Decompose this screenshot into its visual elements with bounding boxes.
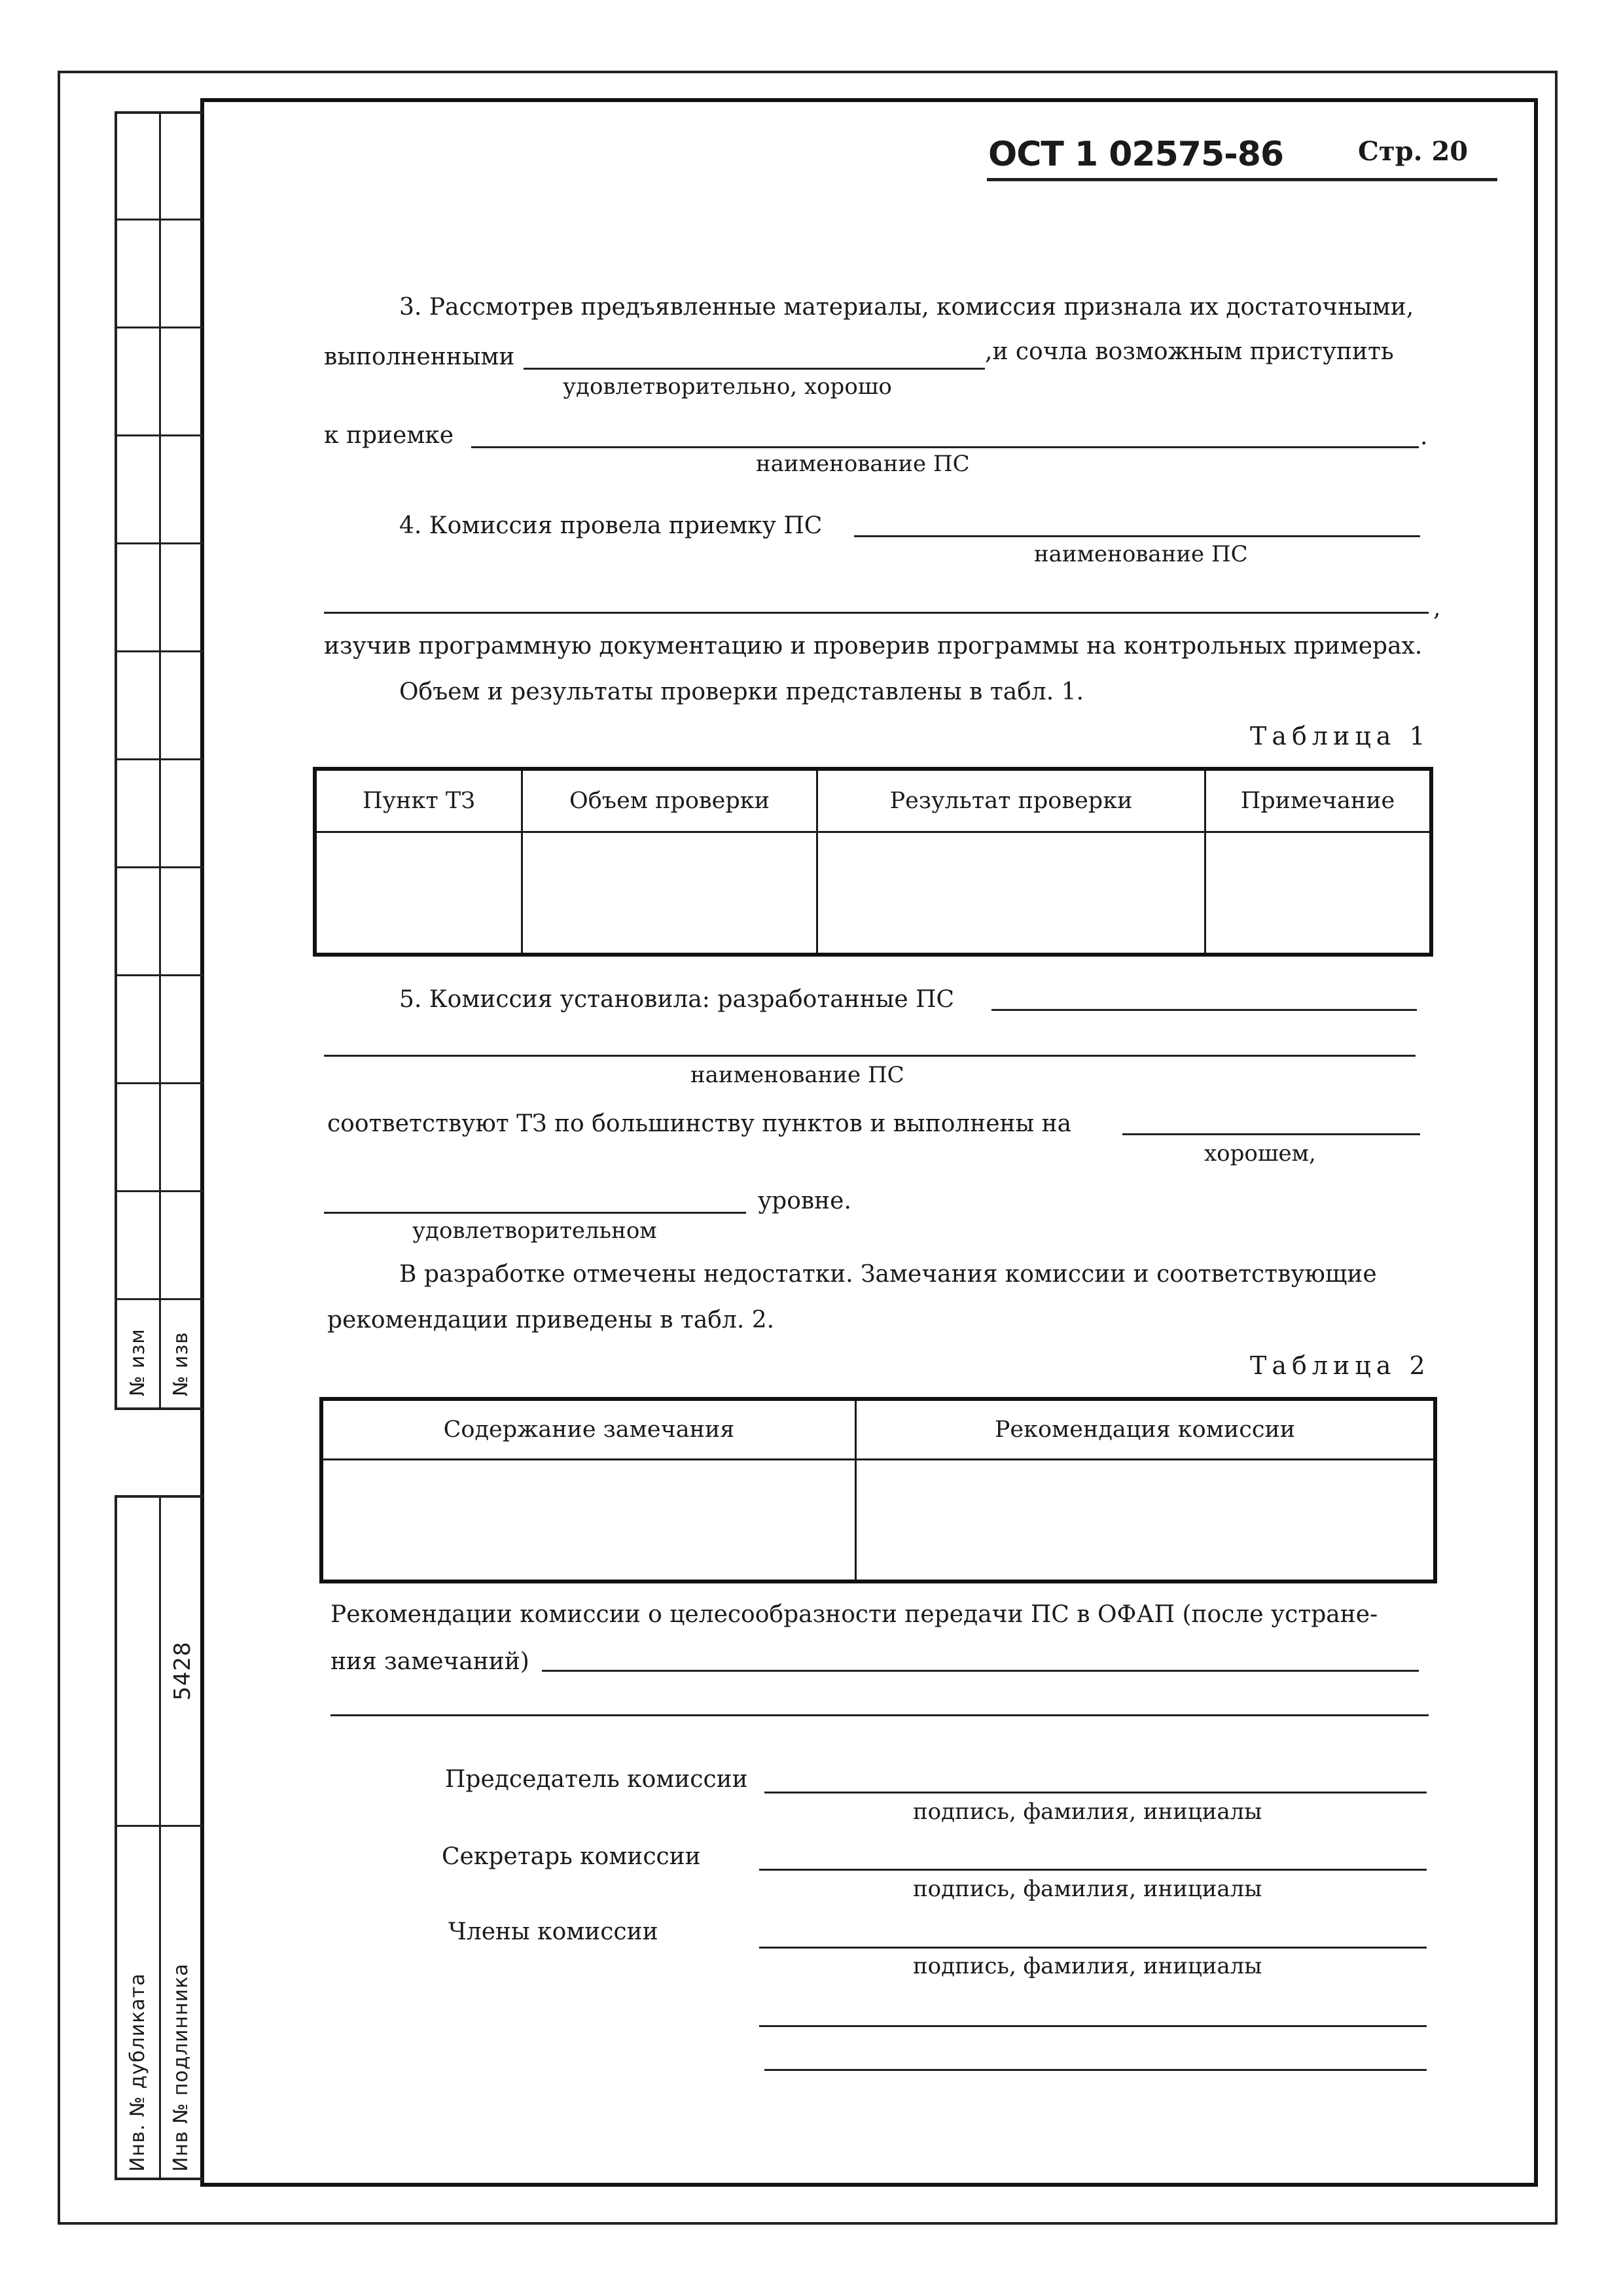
blank-quality-line: [524, 368, 985, 370]
strip-divider: [159, 1498, 161, 2178]
signature-line: [759, 1947, 1427, 1949]
rev-number-label: № изм: [126, 1328, 149, 1396]
strip-row-line: [117, 327, 204, 328]
document-code: ОСТ 1 02575-86: [988, 135, 1284, 174]
table1-header-scope: Объем проверки: [522, 769, 817, 832]
table2-label: Таблица 2: [1250, 1351, 1431, 1380]
caption-ps-name: наименование ПС: [756, 451, 970, 477]
caption-good: хорошем,: [1204, 1140, 1316, 1167]
strip-row-line: [117, 434, 204, 436]
section5-line2: соответствуют ТЗ по большинству пунктов и выполнены на: [327, 1110, 1072, 1137]
caption-quality: удовлетворительно, хорошо: [563, 374, 892, 400]
section3-line1: 3. Рассмотрев предъявленные материалы, комиссия признала их достаточными,: [399, 294, 1414, 321]
signature-caption: подпись, фамилия, инициалы: [913, 1876, 1262, 1902]
section5-para2: рекомендации приведены в табл. 2.: [327, 1307, 775, 1333]
table1-cell: [817, 832, 1205, 955]
section4-line3: изучив программную документацию и проверив программы на контрольных примерах.: [324, 633, 1423, 660]
signature-caption: подпись, фамилия, инициалы: [913, 1953, 1262, 1979]
blank-continuation-line: [324, 612, 1429, 614]
table2-header-remark: Содержание замечания: [321, 1399, 856, 1459]
strip-row-line: [117, 219, 204, 221]
section4-line2-end: ,: [1433, 595, 1441, 622]
table1-cell: [522, 832, 817, 955]
blank-recommendation-line: [330, 1714, 1429, 1716]
table1-header-item: Пункт ТЗ: [315, 769, 522, 832]
section4-line4: Объем и результаты проверки представлены в табл. 1.: [399, 679, 1084, 705]
secretary-label: Секретарь комиссии: [442, 1843, 701, 1870]
section3-line2-start: выполненными: [324, 344, 515, 370]
caption-satisfactory: удовлетворительном: [412, 1218, 657, 1244]
caption-ps-name: наименование ПС: [690, 1062, 904, 1088]
side-strip-bottom: [115, 1495, 204, 2180]
strip-row-line: [117, 1082, 204, 1084]
blank-ps-name-line: [991, 1009, 1417, 1011]
blank-level-line: [324, 1212, 746, 1214]
table1-cell: [315, 832, 522, 955]
signature-line: [764, 2069, 1427, 2071]
table1-header-result: Результат проверки: [817, 769, 1205, 832]
page-number: Стр. 20: [1358, 136, 1469, 167]
strip-row-line: [117, 650, 204, 652]
strip-row-line: [117, 1298, 204, 1300]
blank-continuation-line: [324, 1055, 1416, 1057]
signature-caption: подпись, фамилия, инициалы: [913, 1799, 1262, 1825]
chairman-label: Председатель комиссии: [445, 1766, 748, 1793]
table1: [313, 767, 1433, 957]
table2-header-recommendation: Рекомендация комиссии: [856, 1399, 1436, 1459]
strip-row-line: [117, 974, 204, 976]
strip-divider: [159, 114, 161, 1407]
table1-label: Таблица 1: [1250, 722, 1431, 751]
section5-line1: 5. Комиссия установила: разработанные ПС: [399, 986, 955, 1013]
table2-cell: [321, 1459, 856, 1581]
recommendations-line2: ния замечаний): [330, 1648, 529, 1675]
members-label: Члены комиссии: [448, 1918, 658, 1945]
inventory-number: 5428: [169, 1641, 196, 1701]
section3-line3-end: .: [1420, 423, 1428, 450]
blank-ps-name-line: [471, 446, 1419, 448]
blank-recommendation-line: [542, 1670, 1419, 1672]
strip-row-line: [117, 542, 204, 544]
recommendations-line1: Рекомендации комиссии о целесообразности передачи ПС в ОФАП (после устране-: [330, 1601, 1378, 1628]
strip-row-line: [117, 1190, 204, 1192]
table1-header-note: Примечание: [1205, 769, 1432, 832]
blank-ps-name-line: [854, 535, 1420, 537]
side-strip-top: [115, 111, 204, 1410]
table2: [319, 1397, 1437, 1583]
original-inventory-label: Инв № подлинника: [169, 1963, 192, 2172]
strip-row-line: [117, 758, 204, 760]
document-frame: [200, 98, 1538, 2187]
table1-cell: [1205, 832, 1432, 955]
table2-cell: [856, 1459, 1436, 1581]
signature-line: [764, 1792, 1427, 1793]
section3-line2-end: ,и сочла возможным приступить: [985, 338, 1394, 365]
strip-row-line: [117, 1825, 204, 1827]
section5-line3-end: уровне.: [758, 1188, 851, 1214]
section5-para1: В разработке отмечены недостатки. Замечания комиссии и соответствующие: [399, 1261, 1377, 1288]
notice-number-label: № изв: [169, 1332, 192, 1396]
blank-level-line: [1122, 1133, 1420, 1135]
signature-line: [759, 1869, 1427, 1871]
signature-line: [759, 2025, 1427, 2027]
section4-line1: 4. Комиссия провела приемку ПС: [399, 512, 823, 539]
header-underline: [987, 178, 1497, 181]
strip-row-line: [117, 866, 204, 868]
duplicate-inventory-label: Инв. № дубликата: [126, 1973, 149, 2172]
caption-ps-name: наименование ПС: [1034, 541, 1248, 567]
section3-line3-start: к приемке: [324, 422, 454, 449]
